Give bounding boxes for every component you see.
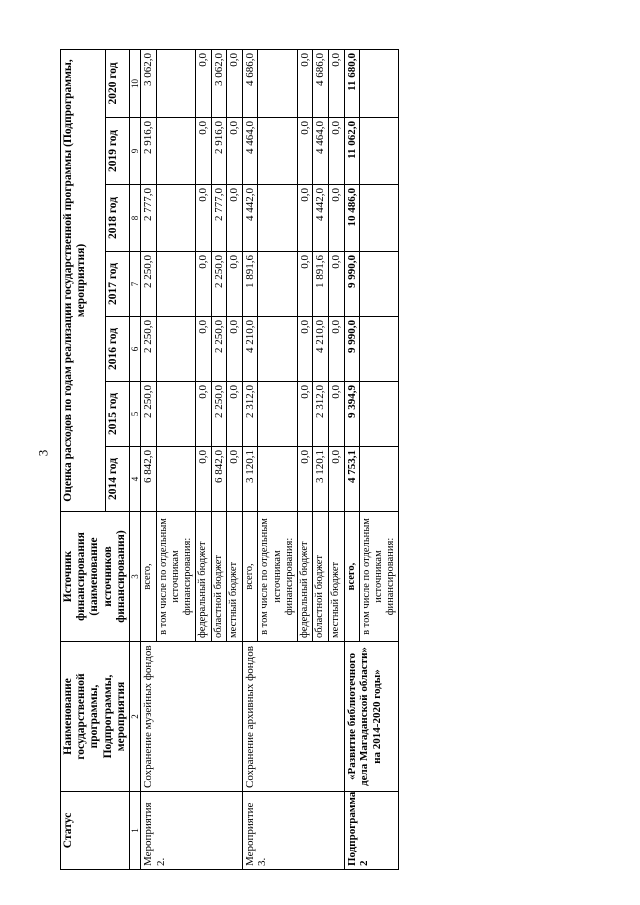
row-value: 0,0: [297, 252, 313, 317]
column-number: 3: [130, 512, 141, 642]
row-value: 0,0: [195, 252, 211, 317]
row-value: 0,0: [195, 185, 211, 252]
row-source: всего,: [141, 512, 157, 642]
row-source: местный бюджет: [328, 512, 344, 642]
row-value: [360, 317, 399, 382]
column-number: 8: [130, 185, 141, 252]
row-value: 0,0: [227, 382, 243, 447]
row-value: 4 442,0: [313, 185, 329, 252]
row-value: 0,0: [227, 118, 243, 185]
row-value: 0,0: [227, 252, 243, 317]
row-value: 2 916,0: [141, 118, 157, 185]
row-value: 0,0: [297, 118, 313, 185]
row-source: местный бюджет: [227, 512, 243, 642]
row-value: 2 250,0: [211, 382, 227, 447]
row-value: 4 464,0: [242, 118, 258, 185]
column-number: 10: [130, 49, 141, 117]
row-value: 0,0: [328, 317, 344, 382]
row-value: 1 891,6: [242, 252, 258, 317]
row-source: в том числе по отдельным источникам финансирования:: [156, 512, 195, 642]
row-source: в том числе по отдельным источникам финансирования:: [360, 512, 399, 642]
budget-table: [60, 49, 399, 870]
row-value: 3 120,1: [242, 447, 258, 512]
row-value: 0,0: [328, 447, 344, 512]
row-value: 2 312,0: [242, 382, 258, 447]
row-value: 4 210,0: [242, 317, 258, 382]
row-source: федеральный бюджет: [195, 512, 211, 642]
row-value: 1 891,6: [313, 252, 329, 317]
row-value: [156, 317, 195, 382]
row-value: [156, 49, 195, 117]
row-value: 2 250,0: [211, 252, 227, 317]
header-year: 2014 год: [105, 447, 130, 512]
column-number: 7: [130, 252, 141, 317]
table-row: [344, 49, 360, 869]
row-value: [258, 49, 297, 117]
row-value: 4 210,0: [313, 317, 329, 382]
page-number: 3: [35, 449, 51, 457]
row-status: Мероприятие 3.: [242, 792, 344, 870]
row-value: 0,0: [227, 49, 243, 117]
row-value: 0,0: [195, 118, 211, 185]
column-number: 1: [130, 792, 141, 870]
row-value: 0,0: [328, 382, 344, 447]
row-value: 4 686,0: [313, 49, 329, 117]
header-year: 2018 год: [105, 185, 130, 252]
row-value: 6 842,0: [141, 447, 157, 512]
row-value: 0,0: [297, 317, 313, 382]
row-value: [156, 118, 195, 185]
table-row: [141, 49, 157, 869]
row-value: [258, 447, 297, 512]
column-number: 2: [130, 642, 141, 792]
header-name: Наименование государственной программы, Подпрограммы, мероприятия: [61, 642, 130, 792]
row-value: [258, 185, 297, 252]
row-value: 9 394,9: [344, 382, 360, 447]
row-value: [156, 252, 195, 317]
row-value: 11 680,0: [344, 49, 360, 117]
column-number: 6: [130, 317, 141, 382]
row-value: 2 312,0: [313, 382, 329, 447]
header-year: 2016 год: [105, 317, 130, 382]
row-value: 0,0: [227, 317, 243, 382]
row-source: всего,: [344, 512, 360, 642]
row-value: 9 990,0: [344, 252, 360, 317]
row-source: всего,: [242, 512, 258, 642]
row-value: 3 120,1: [313, 447, 329, 512]
row-value: 3 062,0: [211, 49, 227, 117]
row-value: 0,0: [195, 317, 211, 382]
table-row: [242, 49, 258, 869]
row-value: 3 062,0: [141, 49, 157, 117]
row-value: [258, 252, 297, 317]
row-source: областной бюджет: [211, 512, 227, 642]
row-value: 0,0: [195, 49, 211, 117]
header-status: Статус: [61, 792, 130, 870]
row-value: [360, 118, 399, 185]
row-value: 2 250,0: [141, 382, 157, 447]
row-value: [258, 118, 297, 185]
row-value: [258, 317, 297, 382]
row-name: Сохранение музейных фондов: [141, 642, 243, 792]
row-value: 0,0: [328, 118, 344, 185]
row-name: «Развитие библиотечного дела Магаданской области» на 2014-2020 годы»: [344, 642, 399, 792]
row-value: [360, 447, 399, 512]
row-value: [360, 252, 399, 317]
row-value: 0,0: [297, 49, 313, 117]
header-year: 2019 год: [105, 118, 130, 185]
row-value: 9 990,0: [344, 317, 360, 382]
row-value: 2 250,0: [141, 252, 157, 317]
row-value: 11 062,0: [344, 118, 360, 185]
row-value: 0,0: [195, 447, 211, 512]
row-name: Сохранение архивных фондов: [242, 642, 344, 792]
row-value: [156, 447, 195, 512]
row-value: 2 250,0: [141, 317, 157, 382]
budget-table-rotated: [60, 50, 520, 870]
column-number: 9: [130, 118, 141, 185]
row-value: 0,0: [195, 382, 211, 447]
row-value: 0,0: [328, 252, 344, 317]
row-value: 0,0: [328, 49, 344, 117]
row-value: 6 842,0: [211, 447, 227, 512]
row-source: в том числе по отдельным источникам финансирования:: [258, 512, 297, 642]
column-number: 4: [130, 447, 141, 512]
row-value: 4 753,1: [344, 447, 360, 512]
row-value: [156, 382, 195, 447]
row-source: областной бюджет: [313, 512, 329, 642]
row-value: [258, 382, 297, 447]
row-value: 0,0: [297, 382, 313, 447]
row-value: 10 486,0: [344, 185, 360, 252]
row-status: Подпрограмма 2: [344, 792, 399, 870]
header-year: 2017 год: [105, 252, 130, 317]
row-value: 2 777,0: [211, 185, 227, 252]
row-value: 0,0: [328, 185, 344, 252]
row-value: [156, 185, 195, 252]
row-value: [360, 185, 399, 252]
row-value: 4 686,0: [242, 49, 258, 117]
row-value: [360, 49, 399, 117]
row-value: 0,0: [227, 447, 243, 512]
header-year: 2020 год: [105, 49, 130, 117]
row-value: 0,0: [297, 447, 313, 512]
row-value: 2 916,0: [211, 118, 227, 185]
row-value: 0,0: [227, 185, 243, 252]
row-value: [360, 382, 399, 447]
row-value: 4 464,0: [313, 118, 329, 185]
row-value: 4 442,0: [242, 185, 258, 252]
column-number: 5: [130, 382, 141, 447]
row-source: федеральный бюджет: [297, 512, 313, 642]
header-year: 2015 год: [105, 382, 130, 447]
row-value: 2 777,0: [141, 185, 157, 252]
row-value: 0,0: [297, 185, 313, 252]
header-estimate: Оценка расходов по годам реализации государственной программы (Подпрограммы, мероприятия): [61, 49, 106, 511]
row-status: Мероприятия 2.: [141, 792, 243, 870]
header-source: Источник финансирования (наименование источников финансирования): [61, 512, 130, 642]
row-value: 2 250,0: [211, 317, 227, 382]
